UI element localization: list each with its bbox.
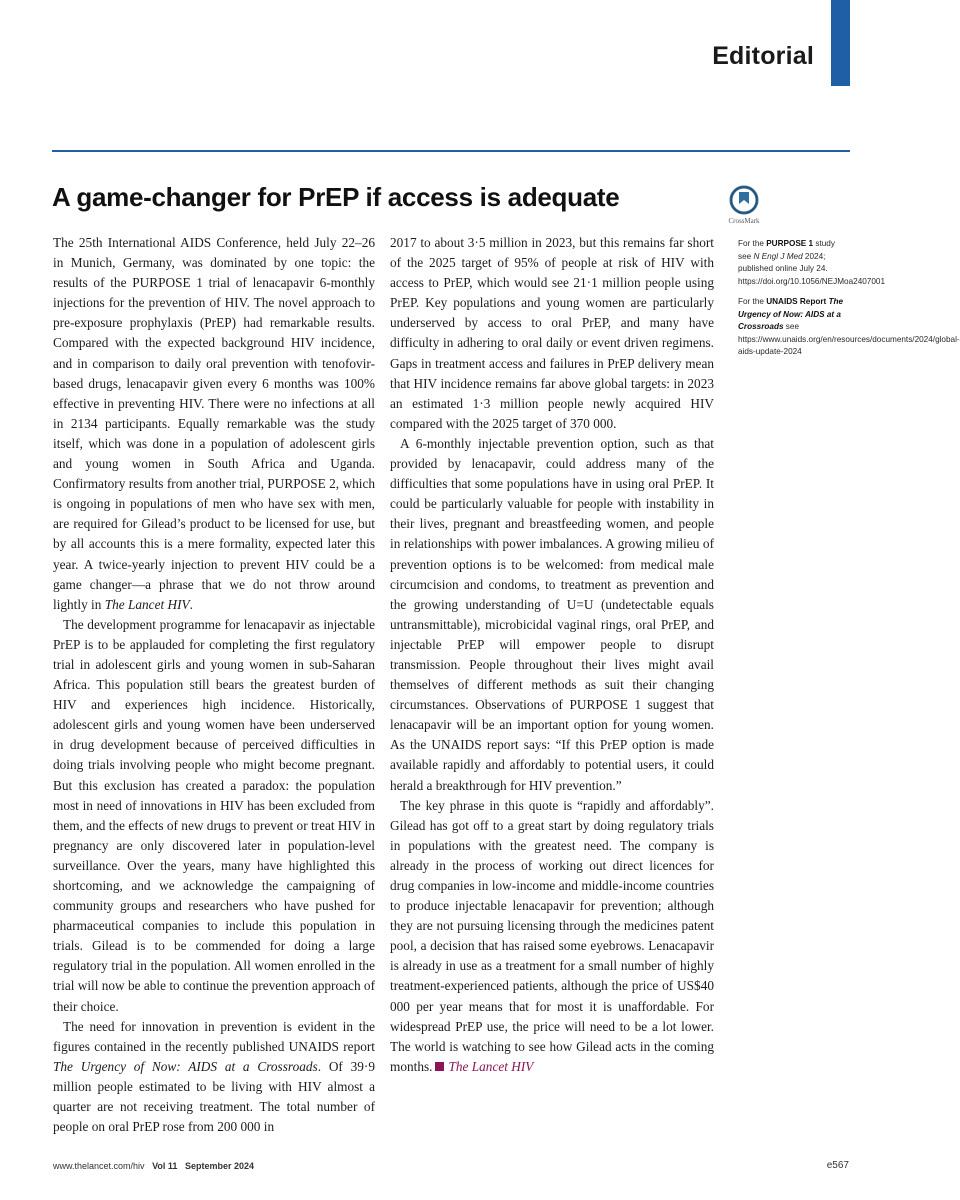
paragraph-1-text: The 25th International AIDS Conference, held July 22–26 in Munich, Germany, was dominated by one topic: the results of the PURPOSE 1 trial of lenacapavir 6-monthly injections for the prevention of HIV. The novel approach to pre-exposure prophylaxis (PrEP) had remarkable results. Compared with the expected background HIV incidence, and in comparison to daily oral prevention with tenofovir-based drugs, lenacapavir given every 6 months was 100% effective in preventing HIV. There were no infections at all in 2134 participants. Equally remarkable was the study itself, which was done in a population of adolescent girls and young women in South Africa and Uganda. Confirmatory results from another trial, PURPOSE 2, which is ongoing in populations of men who have sex with men, are required for Gilead’s product to be licensed for use, but by all accounts this is a mere formality, expected later this year. A twice-yearly injection to prevent HIV could be a game changer—a phrase that we do not throw around lightly in: [53, 235, 375, 612]
section-label: Editorial: [712, 42, 814, 70]
article-title: A game-changer for PrEP if access is adequate: [52, 182, 620, 212]
crossmark-label: CrossMark: [728, 217, 760, 225]
sidenote-purpose-1: [738, 238, 886, 288]
footer-volume: Vol 11: [152, 1161, 178, 1171]
paragraph-3-end: . Of 39·9 million people estimated to be living with HIV almost a quarter are not receiving treatment. The total number of people on oral PrEP rose from 200 000 in: [53, 1058, 375, 1135]
end-mark-square: [435, 1062, 444, 1071]
sidenote-1-mid: study see: [738, 239, 835, 261]
report-title: The Urgency of Now: AIDS at a Crossroads: [53, 1058, 318, 1074]
header-accent-bar: [831, 0, 850, 86]
page-number: e567: [826, 1160, 849, 1171]
paragraph-3: [53, 1017, 375, 1138]
sidenote-2-bold: UNAIDS Report: [766, 297, 827, 306]
journal-signature: The Lancet HIV: [448, 1058, 534, 1074]
sidenote-2-link[interactable]: see https://www.unaids.org/en/resources/documents/2024/global-aids-update-2024: [738, 322, 960, 357]
crossmark-badge[interactable]: [724, 185, 764, 225]
sidenote-2-prefix: For the: [738, 297, 767, 306]
page-footer-info: [53, 1161, 254, 1171]
paragraph-1-end: .: [189, 596, 193, 612]
paragraph-3-continued: 2017 to about 3·5 million in 2023, but this remains far short of the 2025 target of 95% of people at risk of HIV with access to PrEP, which would see 21·1 million people using PrEP. Key populations and young women are particularly underserved by access to oral PrEP, and many have difficulty in adhering to oral daily or event driven regimens. Gaps in treatment access and failures in PrEP delivery mean that HIV incidence remains far above global targets: in 2023 an estimated 1·3 million people newly acquired HIV compared with the 2025 target of 370 000.: [390, 235, 714, 431]
article-column-2: [390, 233, 714, 1077]
article-column-1: [53, 233, 375, 1137]
crossmark-icon: [729, 185, 759, 215]
footer-date: September 2024: [184, 1161, 254, 1171]
sidenote-1-link[interactable]: 2024; published online July 24. https://doi.org/10.1056/NEJMoa2407001: [738, 251, 886, 286]
paragraph-1: [53, 233, 375, 615]
paragraph-5: [390, 796, 714, 1077]
sidenote-2-report-title: The Urgency of Now: AIDS at a Crossroads: [738, 297, 844, 332]
sidenote-1-prefix: For the: [738, 239, 767, 248]
paragraph-2: The development programme for lenacapavir as injectable PrEP is to be applauded for completing the first regulatory trial in adolescent girls and young women in sub-Saharan Africa. This population still bears the greatest burden of HIV and experiences high incidence. Historically, adolescent girls and young women have been underserved in drug development because of perceived difficulties in doing trials involving people who might become pregnant. But this exclusion has created a paradox: the population most in need of innovations in HIV has been excluded from them, and the effects of new drugs to prevent or treat HIV in pregnancy are only discovered later in population-level surveillance. Over the years, many have highlighted this shortcoming, and we acknowledge the campaigning of community groups and researchers who have pushed for pharmaceutical companies to include this population in trials. Gilead is to be commended for doing a large regulatory trial in the population. All women enrolled in the trial will now be able to continue the prevention approach of their choice.: [53, 616, 375, 1014]
footer-url[interactable]: www.thelancet.com/hiv: [53, 1161, 145, 1171]
paragraph-4: A 6-monthly injectable prevention option, such as that provided by lenacapavir, could address many of the difficulties that some populations have in using oral PrEP. It could be particularly valuable for people with instability in their lives, pregnant and breastfeeding women, and people in relationships with power imbalances. A growing milieu of prevention options is to be welcomed: from medical male circumcision and condoms, to treatment as prevention and the growing understanding of U=U (undetectable equals untransmittable), microbicidal vaginal rings, oral PrEP, and injectable PrEP will empower people to disrupt transmission. People throughout their lives might avail themselves of different methods as suit their changing circumstances. Observations of PURPOSE 1 suggest that lenacapavir will be an important option for young women. As the UNAIDS report says: “If this PrEP option is made available rapidly and affordably to potential users, it could herald a breakthrough for HIV prevention.”: [390, 435, 714, 793]
sidenote-1-bold: PURPOSE 1: [766, 239, 814, 248]
journal-name: The Lancet HIV: [104, 596, 190, 612]
paragraph-5-text: The key phrase in this quote is “rapidly and affordably”. Gilead has got off to a great start by doing regulatory trials in populations with the greatest need. The company is already in the process of working out direct licences for drug companies in low-income and middle-income countries to produce injectable lenacapavir for prevention; although they are not pursuing licensing through the medicines patent pool, a decision that has raised some eyebrows. Lenacapavir is already in use as a treatment for a small number of highly treatment-experienced patients, although the price of US$40 000 per year means that for most it is unaffordable. For widespread PrEP use, the price will need to be a lot lower. The world is watching to see how Gilead acts in the coming months.: [390, 797, 714, 1074]
sidenote-1-journal: N Engl J Med: [753, 251, 803, 261]
sidenote-unaids-report: [738, 296, 960, 359]
header-rule: [52, 150, 850, 152]
paragraph-3-start: The need for innovation in prevention is evident in the figures contained in the recently published UNAIDS report: [53, 1018, 375, 1054]
